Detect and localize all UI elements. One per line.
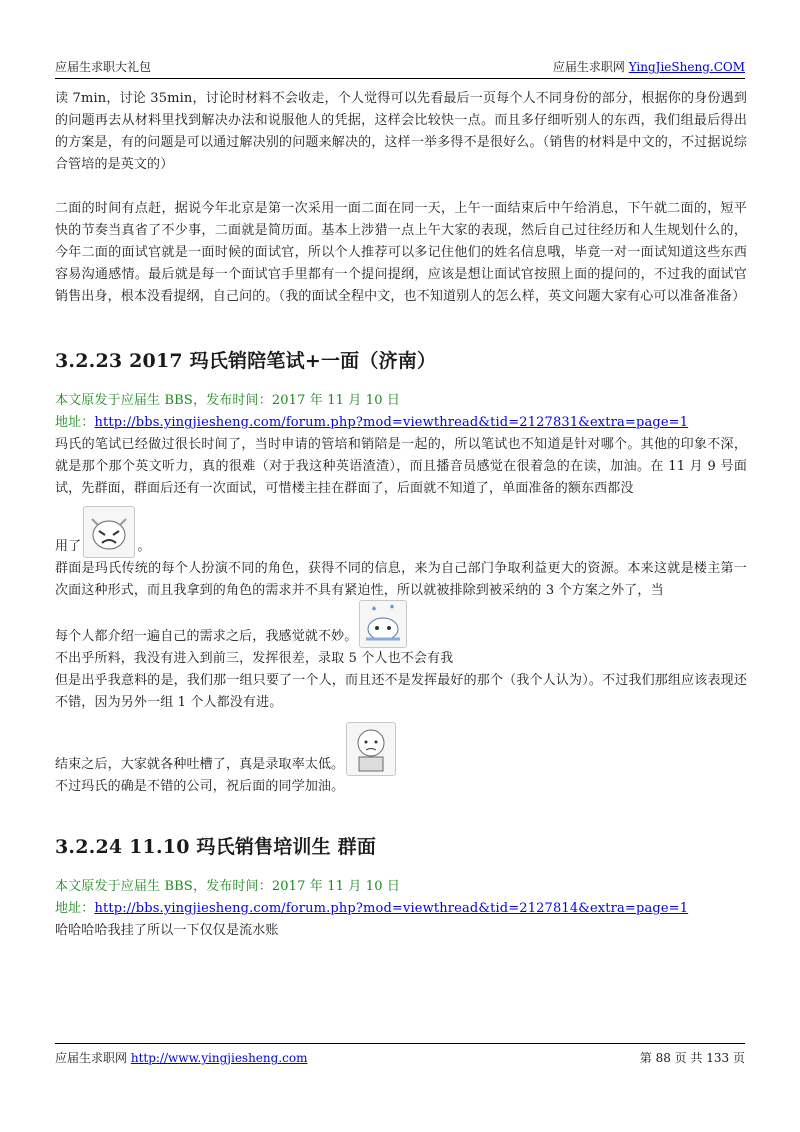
address-line [55,898,747,920]
paragraph: 玛氏的笔试已经做过很长时间了，当时申请的管培和销陪是一起的，所以笔试也不知道是针对哪个。其他的印象不深，就是那个那个英文听力，真的很难（对于我这种英语渣渣），而且播音员感觉在很着急的在读，加油。在 11 月 9 号面试，先群面，群面后还有一次面试，可惜楼主挂在群面了，后面就不知道了，单面准备的额东西都没 [55,437,747,496]
header-title: 应届生求职大礼包 [55,60,152,74]
paragraph: 不过玛氏的确是不错的公司，祝后面的同学加油。 [55,779,345,794]
emoticon-line [55,602,747,648]
section-heading: 3.2.23 2017 玛氏销陪笔试+一面（济南） [55,350,437,372]
header-site-label: 应届生求职网 [552,60,625,74]
header-site-link[interactable]: YingJieSheng.COM [628,60,745,74]
source-line: 本文原发于应届生 BBS，发布时间：2017 年 11 月 10 日 [55,393,401,408]
paragraph-tail: 用了 [55,539,82,554]
source-line: 本文原发于应届生 BBS，发布时间：2017 年 11 月 10 日 [55,879,401,894]
paragraph: 二面的时间有点赶，据说今年北京是第一次采用一面二面在同一天，上午一面结束后中午给消息，下午就二面的，短平快的节奏当真省了不少事，二面就是简历面。基本上涉猎一点上午大家的表现，然后自己过往经历和人生规划什么的，今年二面的面试官就是一面时候的面试官，所以个人推荐可以多记住他们的姓名信息哦，毕竟一对一面试知道这些东西容易沟通感情。最后就是每一个面试官手里都有一个提问提纲，应该是想让面试官按照上面的提问的，不过我的面试官销售出身，根本没看提纲，自己问的。（我的面试全程中文，也不知道别人的怎么样，英文问题大家有心可以准备准备） [55,201,747,304]
address-label: 地址： [55,415,95,430]
address-label: 地址： [55,901,95,916]
footer-site-link[interactable]: http://www.yingjiesheng.com [130,1051,308,1065]
page-footer [55,1049,745,1067]
header-site [553,58,745,76]
page-header [55,58,745,76]
paragraph: 不出乎所料，我没有进入到前三，发挥很差，录取 5 个人也不会有我 [55,651,454,666]
footer-site-label: 应届生求职网 [55,1051,128,1065]
paragraph: 但是出乎我意料的是，我们那一组只要了一个人，而且还不是发挥最好的那个（我个人认为）。不过我们那组应该表现还不错，因为另外一组 1 个人都没有进。 [55,673,747,710]
address-link[interactable]: http://bbs.yingjiesheng.com/forum.php?mod=viewthread&tid=2127831&extra=page=1 [94,415,689,430]
paragraph-tail: 。 [137,539,151,554]
sweating-face-icon [359,600,407,648]
page-number: 第 88 页 共 133 页 [639,1051,745,1065]
paragraph-tail: 结束之后，大家就各种吐槽了，真是录取率太低。 [55,757,345,772]
paragraph-tail: 每个人都介绍一遍自己的需求之后，我感觉就不妙。 [55,629,358,644]
address-line [55,412,747,434]
sad-face-icon [346,722,396,776]
header-rule [55,78,745,79]
footer-site [55,1049,307,1067]
paragraph: 哈哈哈哈我挂了所以一下仅仅是流水账 [55,923,279,938]
section-heading: 3.2.24 11.10 玛氏销售培训生 群面 [55,836,377,858]
emoticon-line [55,718,747,776]
emoticon-line [55,502,747,558]
paragraph: 群面是玛氏传统的每个人扮演不同的角色，获得不同的信息，来为自己部门争取利益更大的资源。本来这就是楼主第一次面这种形式，而且我拿到的角色的需求并不具有紧迫性，所以就被排除到被采纳的 3 个方案之外了，当 [55,561,747,598]
paragraph: 读 7min，讨论 35min，讨论时材料不会收走，个人觉得可以先看最后一页每个人不同身份的部分，根据你的身份遇到的问题再去从材料里找到解决办法和说服他人的凭据，这样会比较快一点。而且多仔细听别人的东西，我们组最后得出的方案是，有的问题是可以通过解决别的问题来解决的，这样一举多得不是很好么。（销售的材料是中文的，不过据说综合管培的是英文的） [55,91,747,172]
footer-rule [55,1043,745,1044]
address-link[interactable]: http://bbs.yingjiesheng.com/forum.php?mod=viewthread&tid=2127814&extra=page=1 [94,901,689,916]
crying-face-icon [83,506,135,558]
page-body [55,88,747,942]
